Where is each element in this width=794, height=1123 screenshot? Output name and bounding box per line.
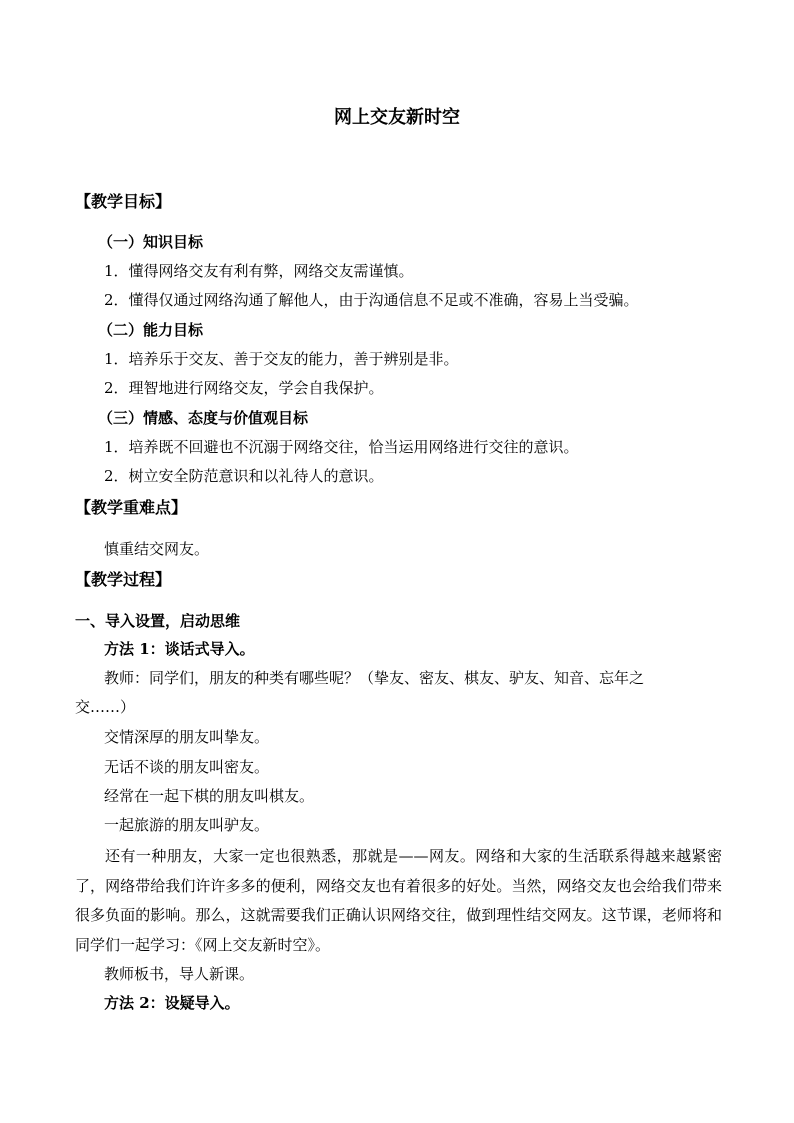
subheading-emotion: （三）情感、态度与价值观目标 [98, 409, 309, 427]
friend-type-4: 一起旅游的朋友叫驴友。 [104, 816, 270, 834]
subheading-ability: （二）能力目标 [98, 321, 204, 339]
ability-item-1: 1．培养乐于交友、善于交友的能力，善于辨别是非。 [104, 350, 459, 368]
section-heading-process: 【教学过程】 [75, 570, 172, 589]
process-part1-heading: 一、导入设置，启动思维 [75, 612, 241, 630]
method-1-heading: 方法 1：谈话式导入。 [104, 640, 255, 658]
teacher-question-line-1: 教师：同学们，朋友的种类有哪些呢？（挚友、密友、棋友、驴友、知音、忘年之 [104, 669, 645, 687]
method-2-heading: 方法 2：设疑导入。 [104, 994, 240, 1012]
friend-type-3: 经常在一起下棋的朋友叫棋友。 [104, 787, 315, 805]
page-title: 网上交友新时空 [334, 107, 460, 128]
emotion-item-1: 1．培养既不回避也不沉溺于网络交往，恰当运用网络进行交往的意识。 [104, 438, 579, 456]
friend-type-1: 交情深厚的朋友叫挚友。 [104, 728, 270, 746]
section-heading-objectives: 【教学目标】 [75, 192, 172, 211]
key-points-text: 慎重结交网友。 [104, 540, 210, 558]
subheading-knowledge: （一）知识目标 [98, 233, 204, 251]
board-note: 教师板书，导人新课。 [104, 965, 255, 983]
section-heading-key-points: 【教学重难点】 [75, 498, 188, 517]
knowledge-item-1: 1．懂得网络交友有利有弊，网络交友需谨慎。 [104, 262, 414, 280]
knowledge-item-2: 2．懂得仅通过网络沟通了解他人，由于沟通信息不足或不准确，容易上当受骗。 [104, 291, 639, 309]
emotion-item-2: 2．树立安全防范意识和以礼待人的意识。 [104, 467, 384, 485]
teacher-question-line-2: 交……） [75, 698, 136, 716]
ability-item-2: 2．理智地进行网络交友，学会自我保护。 [104, 379, 384, 397]
intro-paragraph: 还有一种朋友，大家一定也很熟悉，那就是——网友。网络和大家的生活联系得越来越紧密了，网络带给我们许许多多的便利，网络交友也有着很多的好处。当然，网络交友也会给我们带来很多负面的影响。那么，这就需要我们正确认识网络交往，做到理性结交网友。这节课，老师将和同学们一起学习：《网上交友新时空》。 [75, 847, 722, 954]
friend-type-2: 无话不谈的朋友叫密友。 [104, 758, 270, 776]
